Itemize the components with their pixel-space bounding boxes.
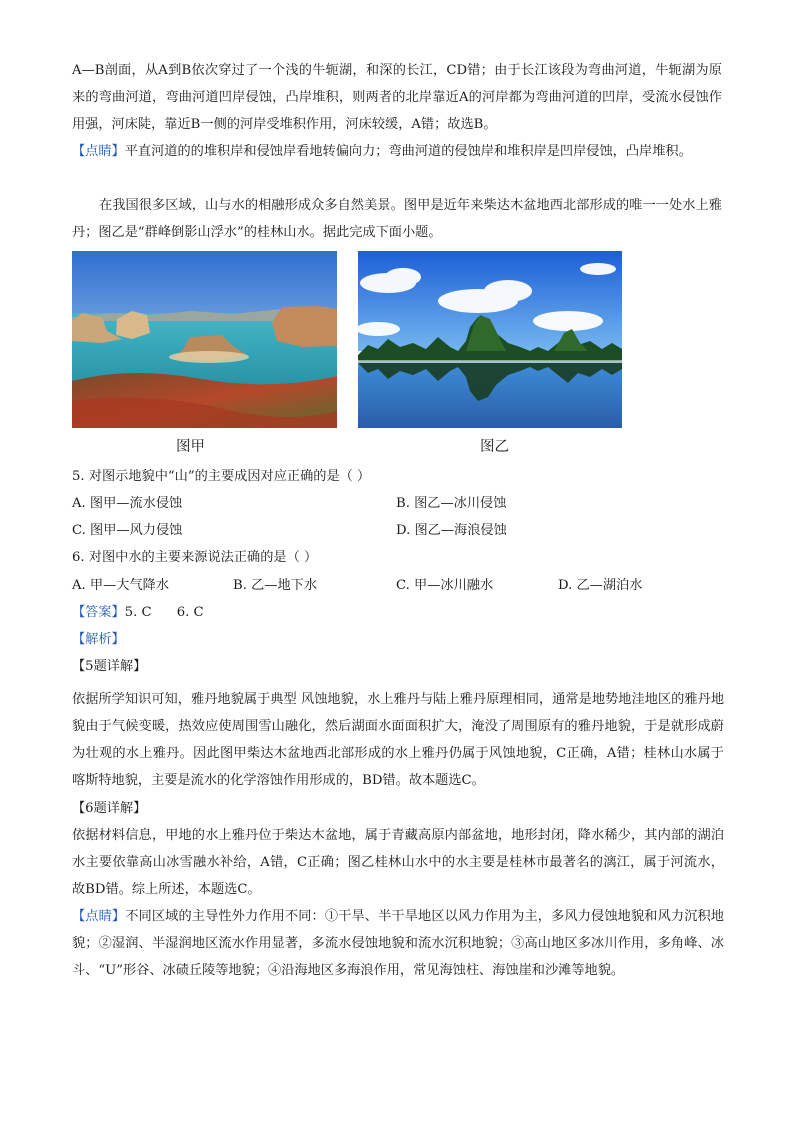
dianjing-text: 平直河道的的堆积岸和侵蚀岸看地转偏向力；弯曲河道的侵蚀岸和堆积岸是凹岸侵蚀，凸岸堆积。	[124, 144, 692, 159]
answer-line	[72, 599, 204, 626]
dianjing2-tag: 【点睛】	[72, 909, 126, 924]
figure-yi-photo	[358, 251, 622, 428]
detail-6-text: 依据材料信息，甲地的水上雅丹位于柴达木盆地，属于青藏高原内部盆地，地形封闭，降水稀少，其内部的湖泊水主要依靠高山冰雪融水补给，A错，C正确；图乙桂林山水中的水主要是桂林市最著名的漓江，属于河流水，故BD错。综上所述，本题选C。	[72, 828, 724, 897]
answer-tag: 【答案】	[72, 605, 125, 620]
question-5-option-c: C. 图甲—风力侵蚀	[72, 523, 183, 538]
dianjing2-text: 不同区域的主导性外力作用不同：①干旱、半干旱地区以风力作用为主，多风力侵蚀地貌和风力沉积地貌；②湿润、半湿润地区流水作用显著，多流水侵蚀地貌和流水沉积地貌；③高山地区多冰川作用，多角峰、冰斗、“U”形谷、冰碛丘陵等地貌；④沿海地区多海浪作用，常见海蚀柱、海蚀崖和沙滩等地貌。	[72, 909, 724, 978]
figure-jia-caption: 图甲	[176, 439, 205, 455]
question-6-option-b: B. 乙—地下水	[233, 578, 318, 593]
detail-5-title: 【5题详解】	[72, 659, 147, 674]
answer-text: 5. C 6. C	[124, 605, 204, 620]
dianjing-tag: 【点睛】	[72, 144, 125, 159]
detail-5-text: 依据所学知识可知，雅丹地貌属于典型 风蚀地貌，水上雅丹与陆上雅丹原理相同，通常是地势地洼地区的雅丹地貌由于气候变暖，热效应使周围雪山融化，然后湖面水面面积扩大，淹没了周围原有的雅丹地貌，于是就形成蔚为壮观的水上雅丹。因此图甲柴达木盆地西北部形成的水上雅丹仍属于风蚀地貌，C正确，A错；桂林山水属于喀斯特地貌，主要是流水的化学溶蚀作用形成的，BD错。故本题选C。	[72, 692, 724, 788]
question-6-option-d: D. 乙—湖泊水	[558, 578, 643, 593]
guilin-landscape-image	[358, 251, 622, 428]
dianjing-note-2	[72, 903, 724, 984]
detail-6-title: 【6题详解】	[72, 801, 147, 816]
question-5-stem: 5. 对图示地貌中“山”的主要成因对应正确的是（ ）	[72, 469, 371, 484]
question-5-option-d: D. 图乙—海浪侵蚀	[396, 523, 507, 538]
water-yardang-image	[72, 251, 337, 428]
dianjing-note-1	[72, 138, 722, 165]
question-6-option-a: A. 甲—大气降水	[72, 578, 170, 593]
analysis-heading: 【解析】	[72, 632, 125, 647]
question-5-option-b: B. 图乙—冰川侵蚀	[396, 496, 507, 511]
paragraph-prev-explanation: A—B剖面，从A到B依次穿过了一个浅的牛轭湖，和深的长江，CD错；由于长江该段为弯曲河道，牛轭湖为原来的弯曲河道，弯曲河道凹岸侵蚀，凸岸堆积，则两者的北岸靠近A的河岸都为弯曲河道的凹岸，受流水侵蚀作用强，河床陡，靠近B一侧的河岸受堆积作用，河床较缓，A错；故选B。	[72, 63, 722, 132]
question-6-stem: 6. 对图中水的主要来源说法正确的是（ ）	[72, 550, 318, 565]
material-intro: 在我国很多区域，山与水的相融形成众多自然美景。图甲是近年来柴达木盆地西北部形成的唯一一处水上雅丹；图乙是“群峰倒影山浮水”的桂林山水。据此完成下面小题。	[72, 198, 722, 240]
question-5-option-a: A. 图甲—流水侵蚀	[72, 496, 183, 511]
figure-yi-caption: 图乙	[480, 439, 509, 455]
figure-jia-photo	[72, 251, 337, 428]
question-6-option-c: C. 甲—冰川融水	[396, 578, 494, 593]
